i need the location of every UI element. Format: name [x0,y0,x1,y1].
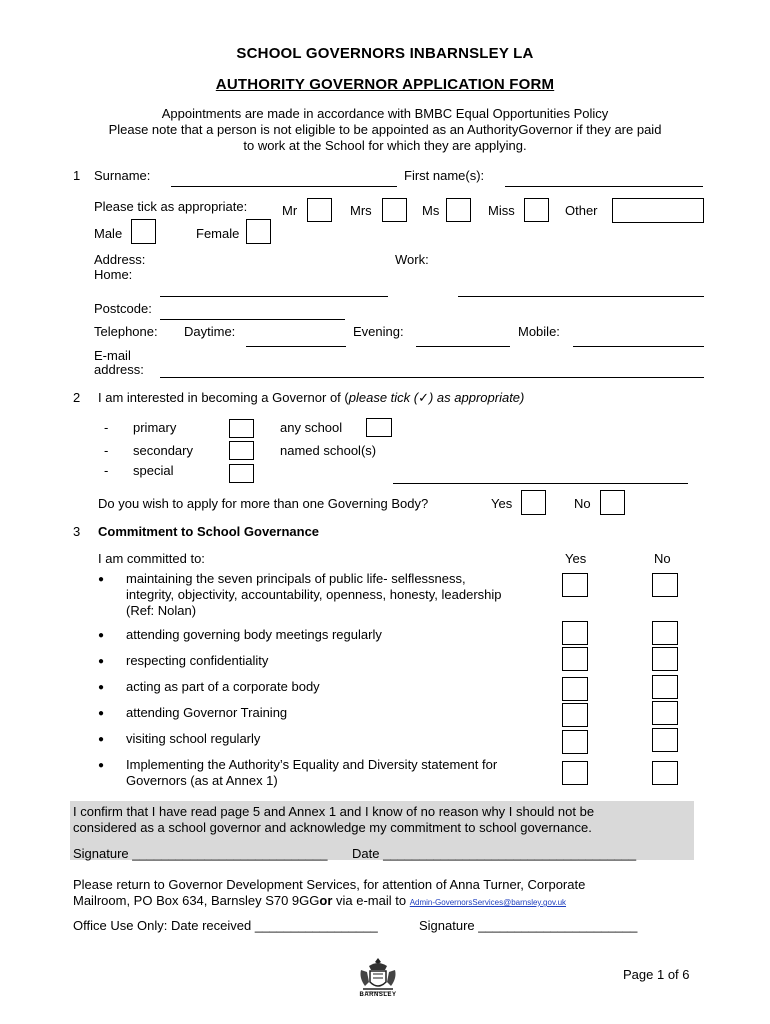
commitment-4-yes-checkbox[interactable] [562,677,588,701]
logo-text: BARNSLEY [359,992,397,998]
more-than-one-question: Do you wish to apply for more than one Governing Body? [98,496,429,511]
commitment-4-no-checkbox[interactable] [652,675,678,699]
dash-1: - [104,420,109,435]
commitment-5-no-checkbox[interactable] [652,701,678,725]
commitment-item-1-line-3: (Ref: Nolan) [126,603,197,618]
address-label: Address: [94,252,146,267]
commitment-7-no-checkbox[interactable] [652,761,678,785]
commitment-no-header: No [654,551,671,566]
named-schools-label: named school(s) [280,443,377,458]
work-address-field[interactable] [458,296,704,297]
first-names-field[interactable] [505,186,703,187]
title-other-label: Other [565,203,598,218]
commitment-2-yes-checkbox[interactable] [562,621,588,645]
telephone-label: Telephone: [94,324,158,339]
surname-field[interactable] [171,186,397,187]
any-school-checkbox[interactable] [366,418,392,437]
email-label-2: address: [94,362,144,377]
title-mr-label: Mr [282,203,298,218]
bullet-icon: ● [98,760,105,771]
title-mrs-label: Mrs [350,203,372,218]
daytime-phone-field[interactable] [246,346,346,347]
title-other-field[interactable] [612,198,704,223]
bullet-icon: ● [98,630,105,641]
special-checkbox[interactable] [229,464,254,483]
bullet-icon: ● [98,574,105,585]
any-school-label: any school [280,420,343,435]
postcode-field[interactable] [160,319,345,320]
email-label-1: E-mail [94,348,131,363]
commitment-item-6: visiting school regularly [126,731,261,746]
school-type-secondary: secondary [133,443,193,458]
intro-line-3: to work at the School for which they are applying. [243,138,527,153]
title-mrs-checkbox[interactable] [382,198,407,222]
return-line-2: Mailroom, PO Box 634, Barnsley S70 9GGor via e-mail to Admin-GovernorsServices@barnsley.gov.uk [73,893,567,908]
section-3-number: 3 [73,524,81,539]
commitment-3-no-checkbox[interactable] [652,647,678,671]
commitment-1-yes-checkbox[interactable] [562,573,588,597]
commitment-item-2: attending governing body meetings regularly [126,627,382,642]
office-use-signature: Signature ______________________ [419,918,638,933]
section-2-number: 2 [73,390,81,405]
female-label: Female [196,226,240,241]
commitment-item-5: attending Governor Training [126,705,288,720]
postcode-label: Postcode: [94,301,152,316]
commitment-item-1-line-1: maintaining the seven principals of public life- selflessness, [126,571,466,586]
commitment-item-7-line-1: Implementing the Authority’s Equality and Diversity statement for [126,757,498,772]
interest-question: I am interested in becoming a Governor of (please tick (✓) as appropriate) [98,390,525,405]
form-title: SCHOOL GOVERNORS INBARNSLEY LA [236,45,534,62]
email-field[interactable] [160,377,704,378]
confirmation-line-1: I confirm that I have read page 5 and Annex 1 and I know of no reason why I should not be [73,804,595,819]
named-schools-field[interactable] [393,483,688,484]
commitment-3-yes-checkbox[interactable] [562,647,588,671]
title-ms-label: Ms [422,203,440,218]
evening-label: Evening: [353,324,404,339]
commitment-5-yes-checkbox[interactable] [562,703,588,727]
form-subtitle: AUTHORITY GOVERNOR APPLICATION FORM [215,76,555,93]
section-3-heading: Commitment to School Governance [98,524,320,539]
commitment-item-7-line-2: Governors (as at Annex 1) [126,773,278,788]
email-link[interactable]: Admin-GovernorsServices@barnsley.gov.uk [409,898,567,907]
commitment-1-no-checkbox[interactable] [652,573,678,597]
work-label: Work: [395,252,429,267]
bullet-icon: ● [98,682,105,693]
title-miss-checkbox[interactable] [524,198,549,222]
barnsley-crest-icon [355,956,401,1006]
commitment-yes-header: Yes [565,551,587,566]
home-address-field[interactable] [160,296,388,297]
surname-label: Surname: [94,168,151,183]
bullet-icon: ● [98,656,105,667]
bullet-icon: ● [98,708,105,719]
commitment-7-yes-checkbox[interactable] [562,761,588,785]
dash-3: - [104,463,109,478]
confirmation-signature-field[interactable]: Signature ___________________________ [73,846,328,861]
dash-2: - [104,443,109,458]
intro-line-1: Appointments are made in accordance with BMBC Equal Opportunities Policy [161,106,609,121]
intro-line-2: Please note that a person is not eligible to be appointed as an AuthorityGovernor if they are paid [108,122,662,137]
home-label: Home: [94,267,133,282]
confirmation-date-field[interactable]: Date ___________________________________ [352,846,637,861]
more-than-one-no-checkbox[interactable] [600,490,625,515]
more-than-one-yes-checkbox[interactable] [521,490,546,515]
committed-to-label: I am committed to: [98,551,205,566]
commitment-2-no-checkbox[interactable] [652,621,678,645]
title-miss-label: Miss [488,203,515,218]
tick-appropriate-label: Please tick as appropriate: [94,199,248,214]
commitment-item-3: respecting confidentiality [126,653,269,668]
first-names-label: First name(s): [404,168,485,183]
commitment-6-yes-checkbox[interactable] [562,730,588,754]
return-line-1: Please return to Governor Development Services, for attention of Anna Turner, Corporate [73,877,586,892]
mobile-phone-field[interactable] [573,346,704,347]
commitment-item-4: acting as part of a corporate body [126,679,320,694]
confirmation-line-2: considered as a school governor and acknowledge my commitment to school governance. [73,820,592,835]
commitment-6-no-checkbox[interactable] [652,728,678,752]
page-number: Page 1 of 6 [623,967,690,982]
mobile-label: Mobile: [518,324,560,339]
secondary-checkbox[interactable] [229,441,254,460]
school-type-primary: primary [133,420,177,435]
male-label: Male [94,226,123,241]
male-checkbox[interactable] [131,219,156,244]
title-ms-checkbox[interactable] [446,198,471,222]
evening-phone-field[interactable] [416,346,510,347]
school-type-special: special [133,463,174,478]
bullet-icon: ● [98,734,105,745]
primary-checkbox[interactable] [229,419,254,438]
title-mr-checkbox[interactable] [307,198,332,222]
office-use-date-received: Office Use Only: Date received _________________ [73,918,378,933]
commitment-item-1-line-2: integrity, objectivity, accountability, openness, honesty, leadership [126,587,502,602]
female-checkbox[interactable] [246,219,271,244]
daytime-label: Daytime: [184,324,236,339]
section-1-number: 1 [73,168,81,183]
more-than-one-yes-label: Yes [491,496,513,511]
more-than-one-no-label: No [574,496,591,511]
